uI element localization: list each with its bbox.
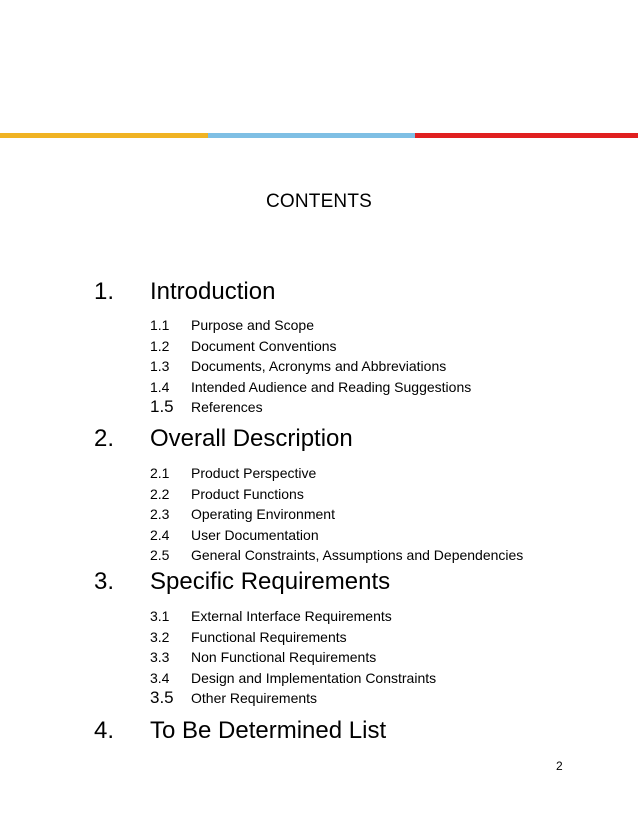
toc-item-number: 1.3 [150, 358, 170, 374]
toc-item-number: 2.1 [150, 465, 170, 481]
toc-item-label: References [191, 399, 263, 415]
section-number: 3. [94, 568, 115, 595]
section-heading[interactable] [0, 567, 638, 597]
toc-item-number: 2.5 [150, 547, 170, 563]
rule-segment-yellow [0, 133, 208, 138]
toc-item[interactable] [0, 336, 638, 356]
toc-item[interactable] [0, 484, 638, 504]
section-title: Specific Requirements [150, 568, 391, 595]
toc-item[interactable] [0, 356, 638, 376]
toc-item[interactable] [0, 377, 638, 397]
toc-item-number: 1.1 [150, 317, 170, 333]
toc-item-label: Documents, Acronyms and Abbreviations [191, 358, 447, 374]
toc-item-label: External Interface Requirements [191, 608, 392, 624]
contents-title: CONTENTS [265, 191, 373, 212]
page-number: 2 [556, 759, 563, 773]
toc-item-number: 3.3 [150, 649, 170, 665]
section-number: 1. [94, 278, 115, 305]
toc-item[interactable] [0, 525, 638, 545]
toc-item-label: Design and Implementation Constraints [191, 669, 437, 686]
toc-item-number: 1.5 [150, 397, 174, 416]
toc-item-label: Operating Environment [191, 506, 335, 522]
section-heading[interactable] [0, 716, 638, 746]
toc-item-label: Other Requirements [191, 690, 318, 706]
toc-item[interactable] [0, 688, 638, 708]
toc-item[interactable] [0, 397, 638, 417]
toc-item-label: Intended Audience and Reading Suggestions [191, 378, 472, 395]
section-number: 4. [94, 717, 115, 744]
toc-item-number: 3.4 [150, 669, 170, 686]
toc-item-label: Purpose and Scope [191, 317, 314, 333]
section-title: Introduction [150, 278, 276, 305]
toc-item-label: Product Functions [191, 485, 304, 502]
section-heading[interactable] [0, 424, 638, 454]
toc-item[interactable] [0, 315, 638, 335]
toc-item-label: Document Conventions [191, 337, 337, 354]
rule-segment-red [415, 133, 638, 138]
toc-item-label: General Constraints, Assumptions and Dependencies [191, 547, 524, 563]
toc-item[interactable] [0, 504, 638, 524]
color-rule-bar [0, 133, 638, 138]
toc-item-number: 2.3 [150, 506, 170, 522]
toc-item-label: Non Functional Requirements [191, 649, 377, 665]
toc-item-number: 1.2 [150, 337, 170, 354]
section-title: Overall Description [150, 425, 353, 452]
toc-item-label: Functional Requirements [191, 628, 347, 645]
toc-item-number: 1.4 [150, 378, 170, 395]
toc-item[interactable] [0, 463, 638, 483]
toc-item[interactable] [0, 668, 638, 688]
toc-item[interactable] [0, 545, 638, 565]
section-title: To Be Determined List [150, 717, 387, 744]
toc-item-number: 3.5 [150, 688, 174, 707]
toc-item[interactable] [0, 627, 638, 647]
toc-item-number: 3.2 [150, 628, 170, 645]
toc-item[interactable] [0, 647, 638, 667]
toc-item[interactable] [0, 606, 638, 626]
toc-item-number: 2.2 [150, 485, 170, 502]
section-heading[interactable] [0, 277, 638, 307]
toc-item-number: 3.1 [150, 608, 170, 624]
toc-item-label: Product Perspective [191, 465, 317, 481]
rule-segment-blue [208, 133, 415, 138]
section-number: 2. [94, 425, 115, 452]
toc-item-number: 2.4 [150, 526, 170, 543]
toc-item-label: User Documentation [191, 526, 319, 543]
